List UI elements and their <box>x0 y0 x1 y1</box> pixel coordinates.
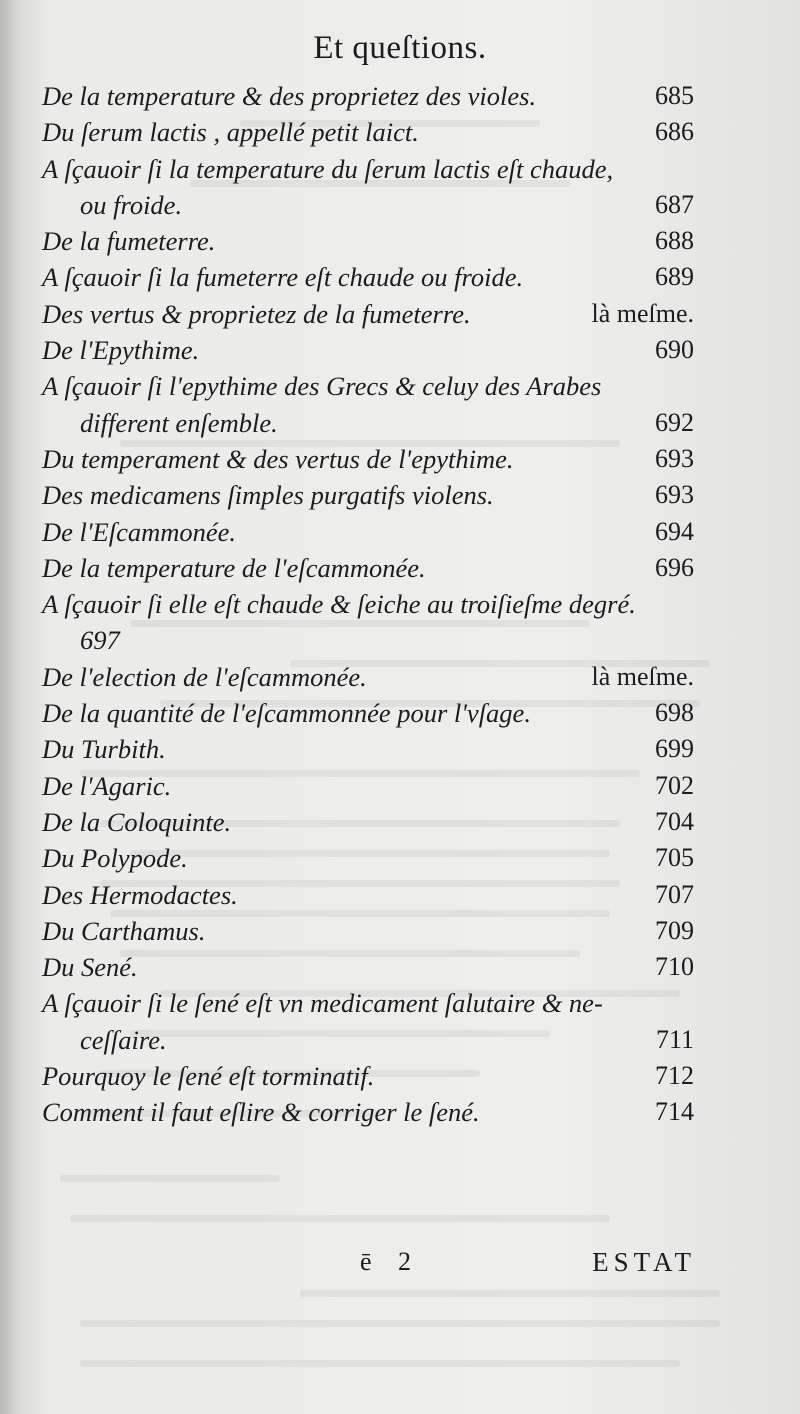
entry-text-line: 697 <box>80 625 120 656</box>
entry-text-line: De l'Epythime. <box>42 335 200 366</box>
toc-entry <box>42 151 694 224</box>
toc-entry <box>42 332 694 368</box>
page-number: 709 <box>655 915 694 945</box>
entry-text-line: Du Carthamus. <box>42 915 206 946</box>
entry-text-line: Des medicamens ſimples purgatifs violens. <box>42 480 494 511</box>
page-number: 704 <box>655 806 694 836</box>
page-number: 688 <box>655 226 694 256</box>
page-number: 694 <box>655 516 694 546</box>
page-number: 696 <box>655 552 694 582</box>
toc-entry <box>42 223 694 259</box>
entry-text-line: A ſçauoir ſi elle eſt chaude & ſeiche au troiſieſme degré. <box>42 589 636 620</box>
page-number: 702 <box>655 770 694 800</box>
entry-text-line: Du temperament & des vertus de l'epythime. <box>42 443 514 474</box>
page-number: 686 <box>655 117 694 147</box>
toc-entry <box>42 477 694 513</box>
toc-entry <box>42 78 694 114</box>
entry-text-line: De l'Eſcammonée. <box>42 516 237 547</box>
page-number: 685 <box>655 81 694 110</box>
page-number: 692 <box>655 407 694 437</box>
entry-text-line: De la quantité de l'eſcammonnée pour l'vſage. <box>42 698 531 729</box>
page-title: Et queſtions. <box>313 30 487 66</box>
page-number: 693 <box>655 480 694 510</box>
entry-text-line: Pourquoy le ſené eſt torminatif. <box>42 1061 375 1092</box>
toc-entry <box>42 840 694 876</box>
toc-entry <box>42 1094 694 1130</box>
entry-text-line: De la temperature de l'eſcammonée. <box>42 552 426 583</box>
toc-entry <box>42 804 694 840</box>
catchword: ESTAT <box>592 1247 696 1277</box>
entry-text-line: A ſçauoir ſi l'epythime des Grecs & celuy des Arabes <box>42 371 602 402</box>
toc-entry <box>42 368 694 441</box>
entry-text-line: Du Polypode. <box>42 843 188 874</box>
page-number: 707 <box>655 879 694 909</box>
toc-entry <box>42 586 694 659</box>
page-number: 714 <box>655 1097 694 1127</box>
toc-entry <box>42 731 694 767</box>
page-number: 698 <box>655 698 694 728</box>
entry-text-line: Des Hermodactes. <box>42 879 238 910</box>
entry-text-line: Du ſerum lactis , appellé petit laict. <box>42 117 419 148</box>
entry-text-line: Comment il faut eſlire & corriger le ſené. <box>42 1097 480 1128</box>
page-number: 689 <box>655 262 694 292</box>
toc-entry <box>42 114 694 150</box>
page-number: 699 <box>655 734 694 764</box>
toc-entry <box>42 659 694 695</box>
entry-text-line: Du Sené. <box>42 952 138 983</box>
signature-mark: ē 2 <box>360 1247 422 1276</box>
entry-text-line: Des vertus & proprietez de la fumeterre. <box>42 298 471 329</box>
entry-text-line: A ſçauoir ſi la temperature du ſerum lactis eſt chaude, <box>42 153 614 184</box>
toc-entry <box>42 441 694 477</box>
entry-text-line: De la temperature & des proprietez des violes. <box>42 81 537 111</box>
table-of-contents <box>42 78 694 1131</box>
entry-text-line: De l'Agaric. <box>42 770 172 801</box>
entry-text-line: A ſçauoir ſi le ſené eſt vn medicament ſalutaire & ne- <box>42 988 603 1019</box>
entry-text-line: A ſçauoir ſi la fumeterre eſt chaude ou froide. <box>42 262 524 293</box>
entry-text-line: ou froide. <box>80 189 183 220</box>
page-number: 710 <box>655 952 694 982</box>
toc-entry <box>42 1058 694 1094</box>
page-number: là meſme. <box>591 298 694 328</box>
entry-text-line: Du Turbith. <box>42 734 166 765</box>
page-footer <box>0 1247 800 1287</box>
page-number: 711 <box>655 1024 694 1054</box>
toc-entry <box>42 768 694 804</box>
page-number: 712 <box>655 1061 694 1091</box>
toc-entry <box>42 913 694 949</box>
entry-text-line: different enſemble. <box>80 407 278 438</box>
toc-entry <box>42 550 694 586</box>
page-number: 690 <box>655 335 694 365</box>
toc-entry <box>42 514 694 550</box>
entry-text-line: De la Coloquinte. <box>42 806 232 837</box>
page-number: 687 <box>655 189 694 219</box>
page-number: là meſme. <box>591 661 694 691</box>
page-number: 705 <box>655 843 694 873</box>
page-number: 693 <box>655 443 694 473</box>
entry-text-line: ceſſaire. <box>80 1024 167 1055</box>
toc-entry <box>42 695 694 731</box>
entry-text-line: De l'election de l'eſcammonée. <box>42 661 367 692</box>
toc-entry <box>42 296 694 332</box>
toc-entry <box>42 949 694 985</box>
toc-entry <box>42 985 694 1058</box>
toc-entry <box>42 877 694 913</box>
toc-entry <box>42 259 694 295</box>
entry-text-line: De la fumeterre. <box>42 226 216 257</box>
